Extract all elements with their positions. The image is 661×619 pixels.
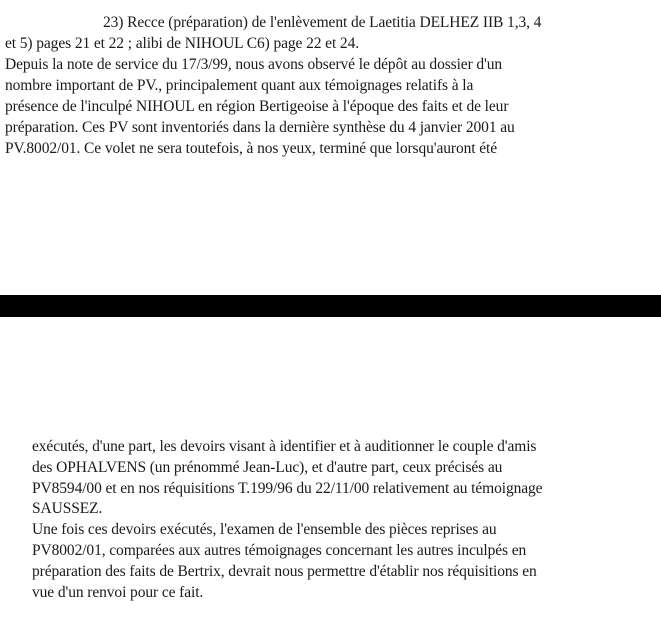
- text-line: et 5) pages 21 et 22 ; alibi de NIHOUL C6) page 22 et 24.: [5, 35, 360, 52]
- text-line: SAUSSEZ.: [32, 500, 103, 517]
- text-line: vue d'un renvoi pour ce fait.: [32, 584, 204, 601]
- text-line: PV8002/01, comparées aux autres témoignages concernant les autres inculpés en: [32, 542, 527, 559]
- redaction-bar: [0, 295, 661, 317]
- text-line: présence de l'inculpé NIHOUL en région Bertigeoise à l'époque des faits et de leur: [5, 98, 509, 115]
- text-line: 23) Recce (préparation) de l'enlèvement de Laetitia DELHEZ IIB 1,3, 4: [103, 14, 542, 31]
- text-line: Depuis la note de service du 17/3/99, nous avons observé le dépôt au dossier d'un: [5, 56, 503, 73]
- text-line: nombre important de PV., principalement quant aux témoignages relatifs à la: [5, 77, 474, 94]
- text-line: préparation des faits de Bertrix, devrait nous permettre d'établir nos réquisitions en: [32, 563, 537, 580]
- text-line: PV8594/00 et en nos réquisitions T.199/96 du 22/11/00 relativement au témoignage: [32, 480, 543, 497]
- text-line: des OPHALVENS (un prénommé Jean-Luc), et d'autre part, ceux précisés au: [32, 459, 503, 476]
- text-line: exécutés, d'une part, les devoirs visant à identifier et à auditionner le couple d'amis: [32, 438, 537, 455]
- text-line: Une fois ces devoirs exécutés, l'examen de l'ensemble des pièces reprises au: [32, 521, 497, 538]
- text-line: PV.8002/01. Ce volet ne sera toutefois, à nos yeux, terminé que lorsqu'auront été: [5, 140, 498, 157]
- text-line: préparation. Ces PV sont inventoriés dans la dernière synthèse du 4 janvier 2001 au: [5, 119, 515, 136]
